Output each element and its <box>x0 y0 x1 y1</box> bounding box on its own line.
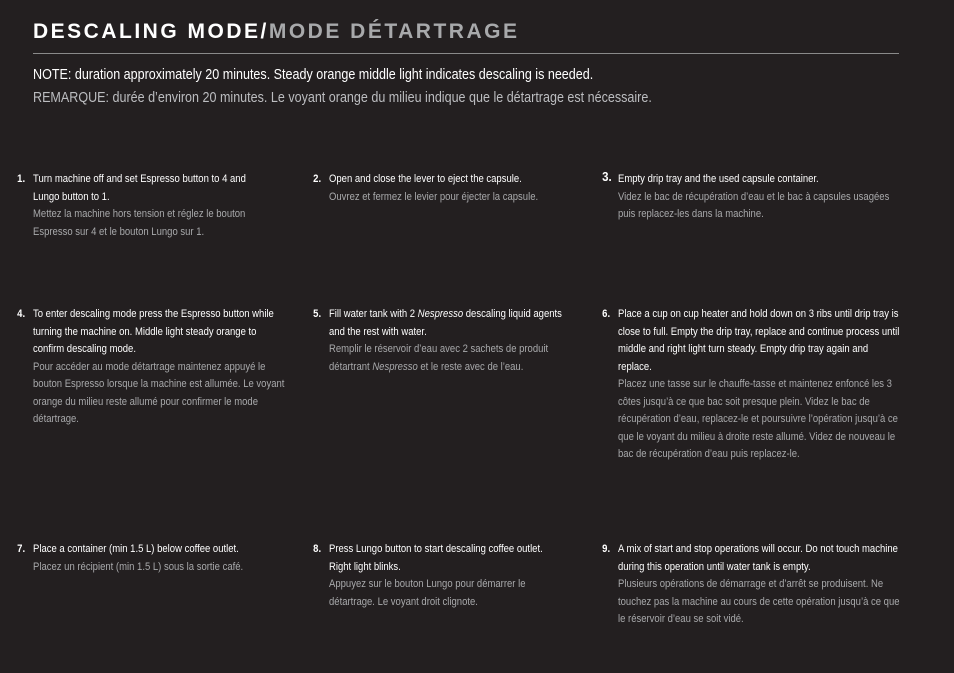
step-instruction-en: Place a container (min 1.5 L) below coffee outlet. <box>33 543 239 555</box>
step-instruction-en: A mix of start and stop operations will occur. Do not touch machine during this operation until water tank is empty. <box>618 543 898 573</box>
step-instruction-fr: Plusieurs opérations de démarrage et d’arrêt se produisent. Ne touchez pas la machine au cours de cette opération jusqu’à ce que le réservoir d’eau se soit vidé. <box>618 578 900 625</box>
step-instruction-fr: Placez une tasse sur le chauffe-tasse et maintenez enfoncé les 3 côtes jusqu’à ce que bac soit presque plein. Videz le bac de récupération d’eau, replacez-le et poursuivre l’opération jusqu’à ce que le voyant du milieu à droite reste allumé. Videz de nouveau le bac de récupération d’eau puis replacez-le. <box>618 378 898 460</box>
step-3 <box>602 169 895 224</box>
step-7 <box>17 541 288 576</box>
step-4 <box>17 306 290 429</box>
brand-name: Nespresso <box>372 360 418 373</box>
step-instruction-en: Place a cup on cup heater and hold down on 3 ribs until drip tray is close to full. Empty the drip tray, replace and continue process until middle and right light turn steady. Empty drip tray again and replace. <box>618 308 900 373</box>
step-instruction-fr: Videz le bac de récupération d’eau et le bac à capsules usagées puis replacez-les dans la machine. <box>618 190 890 220</box>
step-number: 9. <box>602 543 611 555</box>
step-instruction-fr: Pour accéder au mode détartrage maintenez appuyé le bouton Espresso lorsque la machine est allumée. Le voyant orange du milieu reste allumé pour confirmer le mode détartrage. <box>33 360 285 425</box>
step-text: Fill water tank with 2 <box>329 308 418 320</box>
title-divider <box>33 53 899 54</box>
step-text: Remplir le réservoir d’eau avec 2 sachets de produit détartrant <box>329 343 549 373</box>
step-text: descaling liquid agents and the rest with water. <box>329 308 562 338</box>
note-french: REMARQUE: durée d’environ 20 minutes. Le voyant orange du milieu indique que le détartrage est nécessaire. <box>33 90 652 106</box>
step-2 <box>313 171 558 206</box>
step-number: 3. <box>602 169 612 184</box>
step-number: 4. <box>17 308 26 320</box>
step-number: 8. <box>313 543 322 555</box>
note-block <box>33 64 790 110</box>
step-1 <box>17 171 262 241</box>
step-instruction-fr: Placez un récipient (min 1.5 L) sous la sortie café. <box>33 560 244 573</box>
step-number: 1. <box>17 173 26 185</box>
step-instruction-en: Press Lungo button to start descaling coffee outlet. Right light blinks. <box>329 543 543 573</box>
step-instruction-en: Turn machine off and set Espresso button to 4 and Lungo button to 1. <box>33 173 246 203</box>
step-instruction-en: Empty drip tray and the used capsule container. <box>618 173 819 185</box>
step-instruction-en <box>329 306 565 341</box>
step-instruction-fr: Appuyez sur le bouton Lungo pour démarrer le détartrage. Le voyant droit clignote. <box>329 578 526 608</box>
step-6 <box>602 306 900 464</box>
title-french: MODE DÉTARTRAGE <box>268 20 520 43</box>
step-number: 7. <box>17 543 26 555</box>
title-english: DESCALING MODE/ <box>33 20 269 43</box>
step-instruction-fr: Mettez la machine hors tension et réglez le bouton Espresso sur 4 et le bouton Lungo sur 1. <box>33 208 246 238</box>
page-title <box>33 20 519 44</box>
step-number: 5. <box>313 308 322 320</box>
step-text: et le reste avec de l’eau. <box>417 360 524 373</box>
step-number: 6. <box>602 308 611 320</box>
brand-name: Nespresso <box>417 308 464 320</box>
step-number: 2. <box>313 173 322 185</box>
note-english: NOTE: duration approximately 20 minutes. Steady orange middle light indicates descaling is needed. <box>33 67 594 83</box>
step-8 <box>313 541 567 611</box>
step-instruction-en: Open and close the lever to eject the capsule. <box>329 173 522 185</box>
step-5 <box>313 306 565 376</box>
step-instruction-fr: Ouvrez et fermez le levier pour éjecter la capsule. <box>329 190 539 203</box>
step-instruction-en: To enter descaling mode press the Espresso button while turning the machine on. Middle light steady orange to confirm descaling mode. <box>33 308 274 355</box>
step-9 <box>602 541 901 629</box>
step-instruction-fr <box>329 341 565 376</box>
